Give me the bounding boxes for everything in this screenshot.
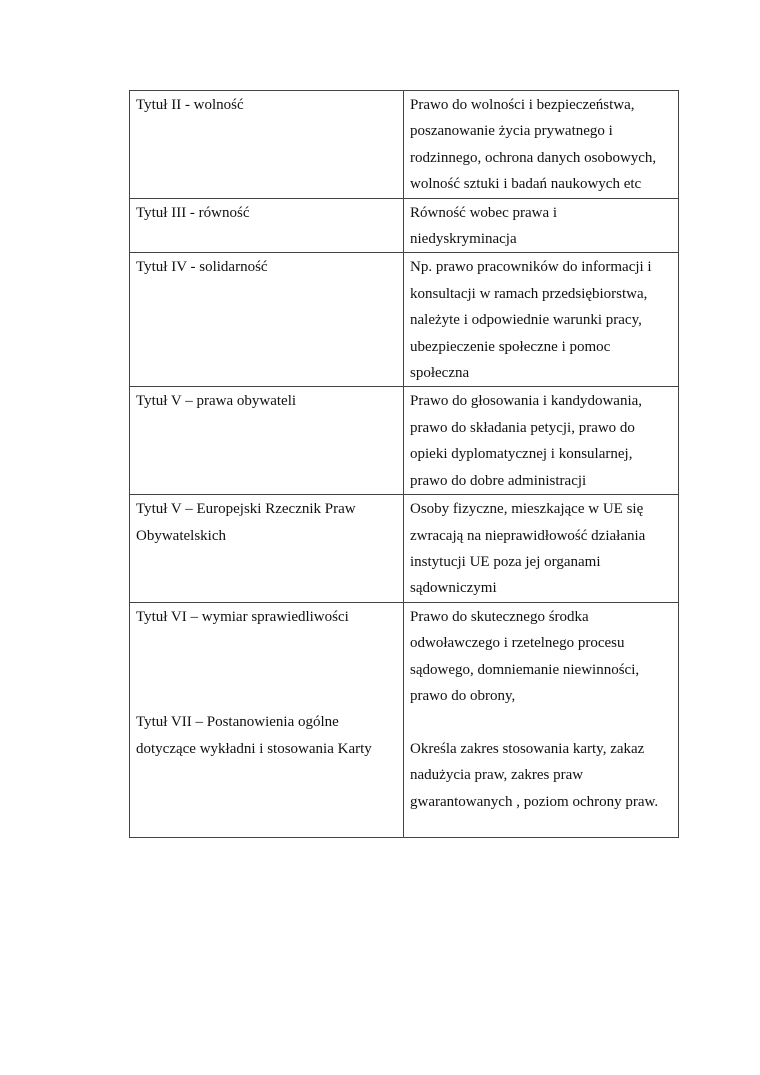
cell-line: Np. prawo pracowników do informacji i xyxy=(410,259,652,276)
cell-line: wolność sztuki i badań naukowych etc xyxy=(410,176,642,193)
blank-line xyxy=(136,630,397,656)
cell-line: prawo do dobre administracji xyxy=(410,472,587,489)
cell-line: Równość wobec prawa i xyxy=(410,204,558,221)
description-cell xyxy=(404,253,679,387)
cell-line: konsultacji w ramach przedsiębiorstwa, xyxy=(410,285,648,302)
cell-line: Osoby fizyczne, mieszkające w UE się xyxy=(410,501,644,518)
title-cell xyxy=(130,253,404,387)
title-cell xyxy=(130,602,404,837)
cell-line: Prawo do skutecznego środka xyxy=(410,608,589,625)
cell-line: zwracają na nieprawidłowość działania xyxy=(410,527,646,544)
description-cell xyxy=(404,495,679,603)
cell-line: Tytuł VII – Postanowienia ogólne xyxy=(136,714,339,731)
description-cell xyxy=(404,198,679,253)
cell-line: prawo do składania petycji, prawo do xyxy=(410,419,635,436)
cell-line: gwarantowanych , poziom ochrony praw. xyxy=(410,793,659,810)
table-row xyxy=(130,198,679,253)
cell-line: Tytuł VI – wymiar sprawiedliwości xyxy=(136,608,349,625)
blank-line xyxy=(136,657,397,683)
cell-line: Tytuł II - wolność xyxy=(136,97,244,113)
cell-line: Prawo do wolności i bezpieczeństwa, xyxy=(410,97,635,113)
cell-line: odwoławczego i rzetelnego procesu xyxy=(410,635,625,652)
charter-titles-table xyxy=(129,90,679,838)
cell-line: Prawo do głosowania i kandydowania, xyxy=(410,393,643,410)
description-cell xyxy=(404,602,679,837)
description-cell xyxy=(404,387,679,495)
cell-line: rodzinnego, ochrona danych osobowych, xyxy=(410,149,657,166)
table-row xyxy=(130,387,679,495)
cell-line: niedyskryminacja xyxy=(410,231,517,248)
cell-line: prawo do obrony, xyxy=(410,687,516,704)
table-row xyxy=(130,91,679,199)
title-cell xyxy=(130,91,404,199)
cell-line: ubezpieczenie społeczne i pomoc xyxy=(410,338,611,355)
blank-line xyxy=(410,709,672,735)
cell-line: Tytuł III - równość xyxy=(136,204,250,221)
table-row xyxy=(130,253,679,387)
title-cell xyxy=(130,495,404,603)
description-cell xyxy=(404,91,679,199)
cell-line: instytucji UE poza jej organami xyxy=(410,553,601,570)
title-cell xyxy=(130,387,404,495)
title-cell xyxy=(130,198,404,253)
cell-line: należyte i odpowiednie warunki pracy, xyxy=(410,312,642,329)
cell-line: poszanowanie życia prywatnego i xyxy=(410,123,613,140)
cell-line: Określa zakres stosowania karty, zakaz xyxy=(410,740,645,757)
cell-line: Tytuł V – Europejski Rzecznik Praw xyxy=(136,501,356,518)
cell-line: Obywatelskich xyxy=(136,527,226,544)
cell-line: Tytuł V – prawa obywateli xyxy=(136,393,297,410)
blank-line xyxy=(410,815,672,837)
blank-line xyxy=(136,683,397,709)
cell-line: dotyczące wykładni i stosowania Karty xyxy=(136,740,372,757)
cell-line: Tytuł IV - solidarność xyxy=(136,259,268,276)
cell-line: opieki dyplomatycznej i konsularnej, xyxy=(410,446,633,463)
cell-line: sądowniczymi xyxy=(410,580,497,597)
table-row xyxy=(130,602,679,837)
cell-line: sądowego, domniemanie niewinności, xyxy=(410,661,640,678)
cell-line: nadużycia praw, zakres praw xyxy=(410,767,584,784)
cell-line: społeczna xyxy=(410,365,470,382)
table-row xyxy=(130,495,679,603)
